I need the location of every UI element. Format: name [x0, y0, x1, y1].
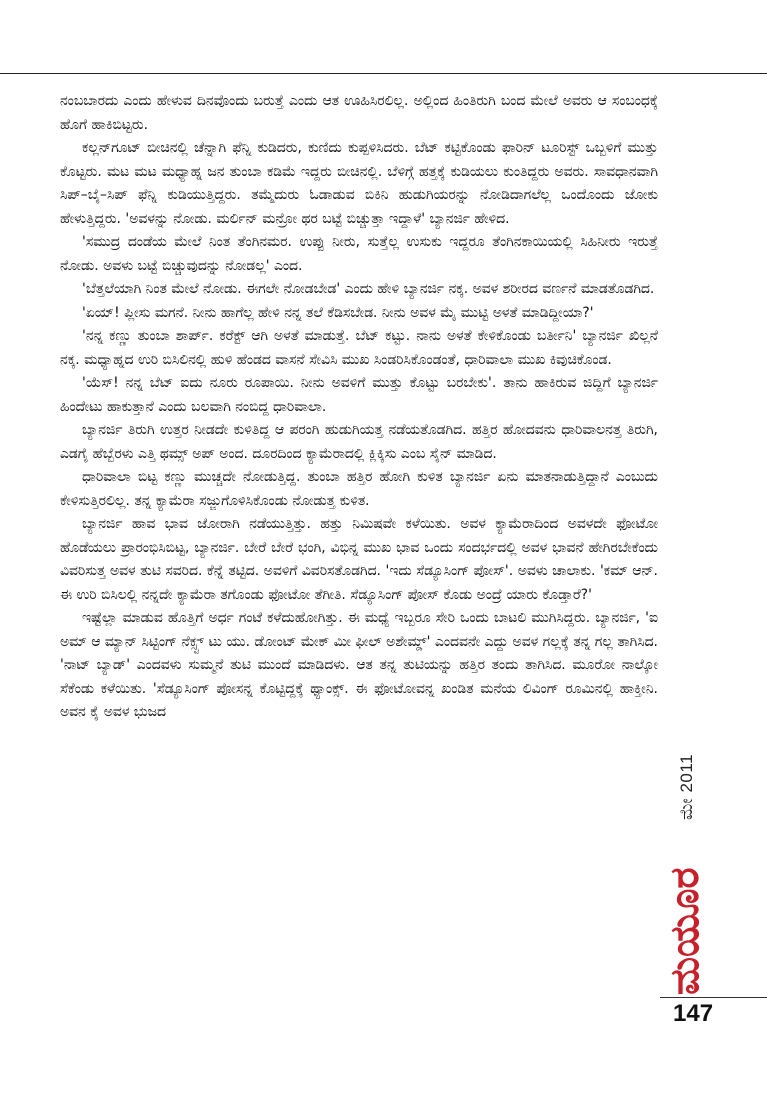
paragraph: ನಂಬಬಾರದು ಎಂದು ಹೇಳುವ ದಿನವೊಂದು ಬರುತ್ತೆ ಎಂದು ಆತ ಊಹಿಸಿರಲಿಲ್ಲ. ಅಲ್ಲಿಂದ ಹಿಂತಿರುಗಿ ಬಂದ ಮೇಲೆ ಅವರು ಆ ಸಂಬಂಧಕ್ಕೆ ಹೊಗೆ ಹಾಕಿಬಿಟ್ಟರು.	[60, 93, 658, 133]
paragraph: ಧಾರಿವಾಲಾ ಬಿಟ್ಟ ಕಣ್ಣು ಮುಚ್ಚದೇ ನೋಡುತ್ತಿದ್ದ. ತುಂಬಾ ಹತ್ತಿರ ಹೋಗಿ ಕುಳಿತ ಬ್ಯಾನರ್ಜಿ ಏನು ಮಾತನಾಡುತ್ತಿದ್ದಾನೆ ಎಂಬುದು ಕೇಳಿಸುತ್ತಿರಲಿಲ್ಲ. ತನ್ನ ಕ್ಯಾಮೆರಾ ಸಜ್ಜುಗೊಳಿಸಿಕೊಂಡು ನೋಡುತ್ತ ಕುಳಿತ.	[60, 469, 658, 509]
paragraph: ಬ್ಯಾನರ್ಜಿ ತಿರುಗಿ ಉತ್ತರ ನೀಡದೇ ಕುಳಿತಿದ್ದ ಆ ಪರಂಗಿ ಹುಡುಗಿಯತ್ತ ನಡೆಯತೊಡಗಿದ. ಹತ್ತಿರ ಹೋದವನು ಧಾರಿವಾಲನತ್ತ ತಿರುಗಿ, ಎಡಗೈ ಹೆಬ್ಬೆರಳು ಎತ್ತಿ ಥಮ್ಸ್ ಅಪ್ ಅಂದ. ದೂರದಿಂದ ಕ್ಯಾಮೆರಾದಲ್ಲಿ ಕ್ಲಿಕ್ಕಿಸು ಎಂಬ ಸೈನ್ ಮಾಡಿದ.	[60, 422, 658, 462]
paragraph: 'ಸಮುದ್ರ ದಂಡೆಯ ಮೇಲೆ ನಿಂತ ತೆಂಗಿನಮರ. ಉಪ್ಪು ನೀರು, ಸುತ್ತೆಲ್ಲ ಉಸುಕು ಇದ್ದರೂ ತೆಂಗಿನಕಾಯಿಯಲ್ಲಿ ಸಿಹಿನೀರು ಇರುತ್ತೆ ನೋಡು. ಅವಳು ಬಟ್ಟೆ ಬಿಚ್ಚುವುದನ್ನು ನೋಡಲ್ಲ' ಎಂದ.	[60, 234, 658, 274]
paragraph: ಇಷ್ಟೆಲ್ಲಾ ಮಾಡುವ ಹೊತ್ತಿಗೆ ಅರ್ಧ ಗಂಟೆ ಕಳೆದುಹೋಗಿತ್ತು. ಈ ಮಧ್ಯೆ ಇಬ್ಬರೂ ಸೇರಿ ಒಂದು ಬಾಟಲಿ ಮುಗಿಸಿದ್ದರು. ಬ್ಯಾನರ್ಜಿ, 'ಐ ಅಮ್ ಆ ಮ್ಯಾನ್ ಸಿಟ್ಟಿಂಗ್ ನೆಕ್ಸ್ಟ್ ಟು ಯು. ಡೋಂಟ್ ಮೇಕ್ ಮೀ ಫೀಲ್ ಅಶೇಮ್ಡ್' ಎಂದವನೇ ಎದ್ದು ಅವಳ ಗಲ್ಲಕ್ಕೆ ತನ್ನ ಗಲ್ಲ ತಾಗಿಸಿದ. 'ನಾಟ್ ಬ್ಯಾಡ್' ಎಂದವಳು ಸುಮ್ಮನೆ ತುಟಿ ಮುಂದೆ ಮಾಡಿದಳು. ಆತ ತನ್ನ ತುಟಿಯನ್ನು ಹತ್ತಿರ ತಂದು ತಾಗಿಸಿದ. ಮೂರೋ ನಾಲ್ಕೋ ಸೆಕೆಂಡು ಕಳೆಯಿತು. 'ಸೆಡ್ಯೂಸಿಂಗ್ ಪೋಸನ್ನ ಕೊಟ್ಟಿದ್ದಕ್ಕೆ ಥ್ಯಾಂಕ್ಸ್. ಈ ಫೋಟೋವನ್ನ ಖಂಡಿತ ಮನೆಯ ಲಿವಿಂಗ್ ರೂಮಿನಲ್ಲಿ ಹಾಕ್ತೀನಿ. ಅವನ ಕೈ ಅವಳ ಭುಜದ	[60, 610, 658, 720]
issue-date: ಮೇ 2011	[677, 753, 696, 820]
paragraph: ಬ್ಯಾನರ್ಜಿ ಹಾವ ಭಾವ ಜೋರಾಗಿ ನಡೆಯುತ್ತಿತ್ತು. ಹತ್ತು ನಿಮಿಷವೇ ಕಳೆಯಿತು. ಅವಳ ಕ್ಯಾಮೆರಾದಿಂದ ಅವಳದೇ ಫೋಟೋ ಹೊಡೆಯಲು ಪ್ರಾರಂಭಿಸಿಬಿಟ್ಟ, ಬ್ಯಾನರ್ಜಿ. ಬೇರೆ ಬೇರೆ ಭಂಗಿ, ವಿಭಿನ್ನ ಮುಖ ಭಾವ ಒಂದು ಸಂದರ್ಭದಲ್ಲಿ ಅವಳ ಭಾವನೆ ಹೇಗಿರಬೇಕೆಂದು ವಿವರಿಸುತ್ತ ಅವಳ ತುಟಿ ಸವರಿದ. ಕೆನ್ನೆ ತಟ್ಟಿದ. ಅವಳಿಗೆ ವಿವರಿಸತೊಡಗಿದ. 'ಇದು ಸೆಡ್ಯೂಸಿಂಗ್ ಪೋಸ್'. ಅವಳು ಚಾಲಾಕು. 'ಕಮ್ ಆನ್. ಈ ಉರಿ ಬಿಸಿಲಲ್ಲಿ ನನ್ನದೇ ಕ್ಯಾಮೆರಾ ತಗೊಂಡು ಫೋಟೋ ತೆಗೀತಿ. ಸೆಡ್ಯೂಸಿಂಗ್ ಪೋಸ್ ಕೊಡು ಅಂದ್ರೆ ಯಾರು ಕೊಡ್ತಾರೆ?'	[60, 516, 658, 603]
top-divider	[0, 73, 767, 74]
article-body	[60, 90, 658, 725]
page-number: 147	[673, 1000, 714, 1027]
footer-divider	[660, 997, 767, 998]
paragraph: 'ಏಯ್! ಪ್ಲೀಸು ಮಗನೆ. ನೀನು ಹಾಗೆಲ್ಲ ಹೇಳಿ ನನ್ನ ತಲೆ ಕೆಡಿಸಬೇಡ. ನೀನು ಅವಳ ಮೈ ಮುಟ್ಟಿ ಅಳತೆ ಮಾಡಿದ್ದೀಯಾ?'	[82, 304, 594, 321]
paragraph: 'ನನ್ನ ಕಣ್ಣು ತುಂಬಾ ಶಾರ್ಪ್. ಕರೆಕ್ಟ್ ಆಗಿ ಅಳತೆ ಮಾಡುತ್ತೆ. ಬೆಟ್ ಕಟ್ಟು. ನಾನು ಅಳತೆ ಕೇಳಿಕೊಂಡು ಬರ್ತೀನಿ' ಬ್ಯಾನರ್ಜಿ ಖಿಲ್ಲನೆ ನಕ್ಕ. ಮಧ್ಯಾಹ್ನದ ಉರಿ ಬಿಸಿಲಿನಲ್ಲಿ ಹುಳಿ ಹೆಂಡದ ವಾಸನೆ ಸೇವಿಸಿ ಮುಖ ಸಿಂಡರಿಸಿಕೊಂಡಂತೆ, ಧಾರಿವಾಲಾ ಮುಖ ಕಿವುಚಿಕೊಂಡ.	[60, 328, 658, 368]
magazine-title: ಮಯೂರ	[662, 867, 708, 995]
paragraph: 'ಯೆಸ್! ನನ್ನ ಬೆಟ್ ಐದು ನೂರು ರೂಪಾಯಿ. ನೀನು ಅವಳಿಗೆ ಮುತ್ತು ಕೊಟ್ಟು ಬರಬೇಕು'. ತಾನು ಹಾಕಿರುವ ಜಿದ್ದಿಗೆ ಬ್ಯಾನರ್ಜಿ ಹಿಂದೇಟು ಹಾಕುತ್ತಾನೆ ಎಂದು ಬಲವಾಗಿ ನಂಬಿದ್ದ ಧಾರಿವಾಲಾ.	[60, 375, 658, 415]
paragraph: 'ಬೆತ್ತಲೆಯಾಗಿ ನಿಂತ ಮೇಲೆ ನೋಡು. ಈಗಲೇ ನೋಡಬೇಡ' ಎಂದು ಹೇಳಿ ಬ್ಯಾನರ್ಜಿ ನಕ್ಕ. ಅವಳ ಶರೀರದ ವರ್ಣನೆ ಮಾಡತೊಡಗಿದ.	[82, 281, 655, 297]
paragraph: ಕಲ್ಲನ್‌ಗೂಟ್ ಬೀಚಿನಲ್ಲಿ ಚೆನ್ನಾಗಿ ಫೆನ್ನಿ ಕುಡಿದರು, ಕುಣಿದು ಕುಪ್ಪಳಿಸಿದರು. ಬೆಟ್ ಕಟ್ಟಿಕೊಂಡು ಫಾರಿನ್ ಟೂರಿಸ್ಟ್ ಒಬ್ಬಳಿಗೆ ಮುತ್ತು ಕೊಟ್ಟರು. ಮಟ ಮಟ ಮಧ್ಯಾಹ್ನ ಜನ ತುಂಬಾ ಕಡಿಮೆ ಇದ್ದರು ಬೀಚಿನಲ್ಲಿ. ಬೆಳಿಗ್ಗೆ ಹತ್ತಕ್ಕೆ ಕುಡಿಯಲು ಕುಂತಿದ್ದರು ಅವರು. ಸಾವಧಾನವಾಗಿ ಸಿಪ್–ಬೈ–ಸಿಪ್ ಫೆನ್ನಿ ಕುಡಿಯುತ್ತಿದ್ದರು. ತಮ್ಮೆದುರು ಓಡಾಡುವ ಬಿಕಿನಿ ಹುಡುಗಿಯರನ್ನು ನೋಡಿದಾಗಲೆಲ್ಲ ಒಂದೊಂದು ಜೋಕು ಹೇಳುತ್ತಿದ್ದರು. 'ಅವಳನ್ನು ನೋಡು. ಮರ್ಲಿನ್ ಮನ್ರೋ ಥರ ಬಟ್ಟೆ ಬಿಚ್ಚುತ್ತಾ ಇದ್ದಾಳೆ' ಬ್ಯಾನರ್ಜಿ ಹೇಳಿದ.	[60, 140, 658, 227]
